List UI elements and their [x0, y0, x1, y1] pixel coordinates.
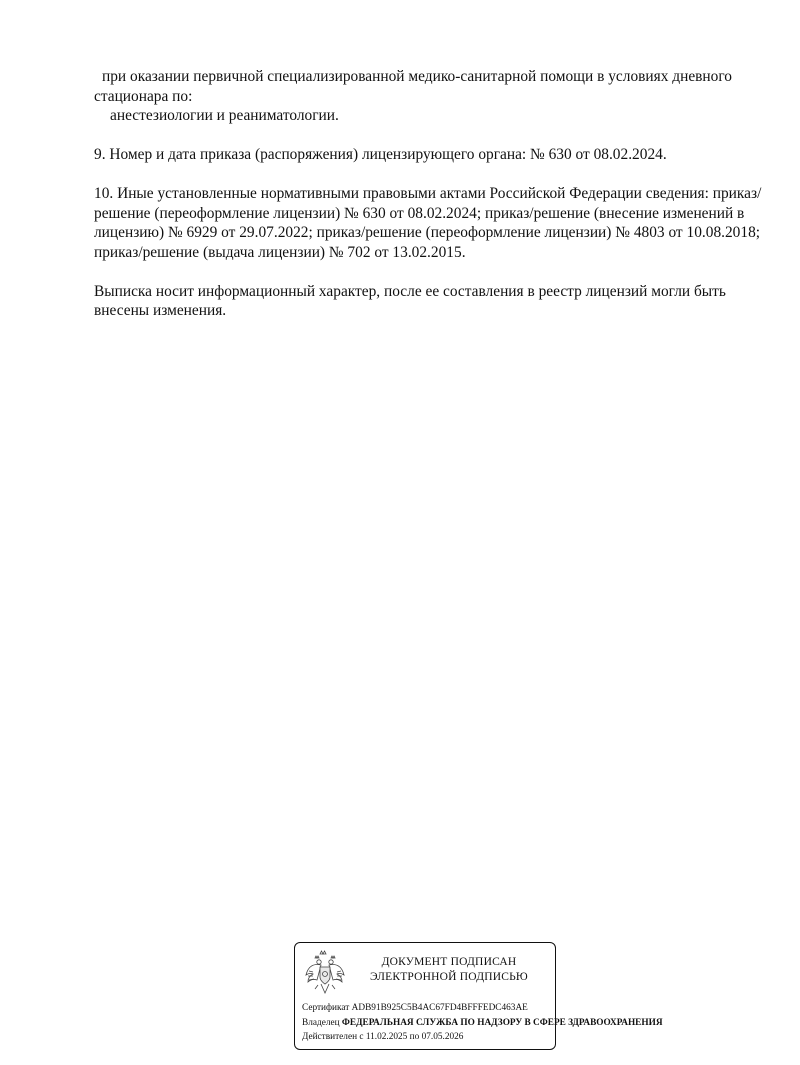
certificate-value: ADB91B925C5B4AC67FD4BFFFEDC463AE	[351, 1003, 528, 1013]
item-9-order-number: 9. Номер и дата приказа (распоряжения) лицензирующего органа: № 630 от 08.02.2024.	[94, 146, 667, 163]
item-10-other-info	[94, 184, 762, 262]
validity-row: Действителен с 11.02.2025 по 07.05.2026	[302, 1032, 464, 1042]
disclaimer-text: Выписка носит информационный характер, после ее составления в реестр лицензий могли быть внесены изменения.	[94, 282, 726, 319]
coat-of-arms-icon	[303, 949, 347, 997]
document-body	[94, 67, 762, 321]
stamp-heading-line1: ДОКУМЕНТ ПОДПИСАН	[381, 956, 517, 968]
certificate-label: Сертификат	[302, 1003, 350, 1013]
stamp-heading	[351, 955, 547, 985]
owner-value: ФЕДЕРАЛЬНАЯ СЛУЖБА ПО НАДЗОРУ В СФЕРЕ ЗДРАВООХРАНЕНИЯ	[341, 1017, 663, 1028]
anesthesiology-line: анестезиологии и реаниматологии.	[110, 107, 339, 124]
owner-row	[302, 1016, 663, 1031]
stamp-heading-line2: ЭЛЕКТРОННОЙ ПОДПИСЬЮ	[370, 971, 528, 983]
owner-label: Владелец	[302, 1017, 340, 1028]
electronic-signature-stamp	[294, 942, 663, 1050]
primary-care-line: при оказании первичной специализированной медико-санитарной помощи в условиях дневного стационара по:	[94, 68, 732, 105]
item-10-text-part1: 10. Иные установленные нормативными правовыми актами Российской Федерации сведения: приказ/решение (переоформление лицензии) № 630 от 08.02.2024; приказ/решение (внесение изменений в лицензию) № 6929 от 29.07.2022; приказ/решение (переоформление лицензии) №	[94, 185, 762, 241]
item-10-text-part2: 4803 от 10.08.2018; приказ/решение (выдача лицензии) № 702 от 13.02.2015.	[94, 224, 761, 261]
stamp-details	[302, 1001, 663, 1045]
certificate-row	[302, 1001, 572, 1016]
